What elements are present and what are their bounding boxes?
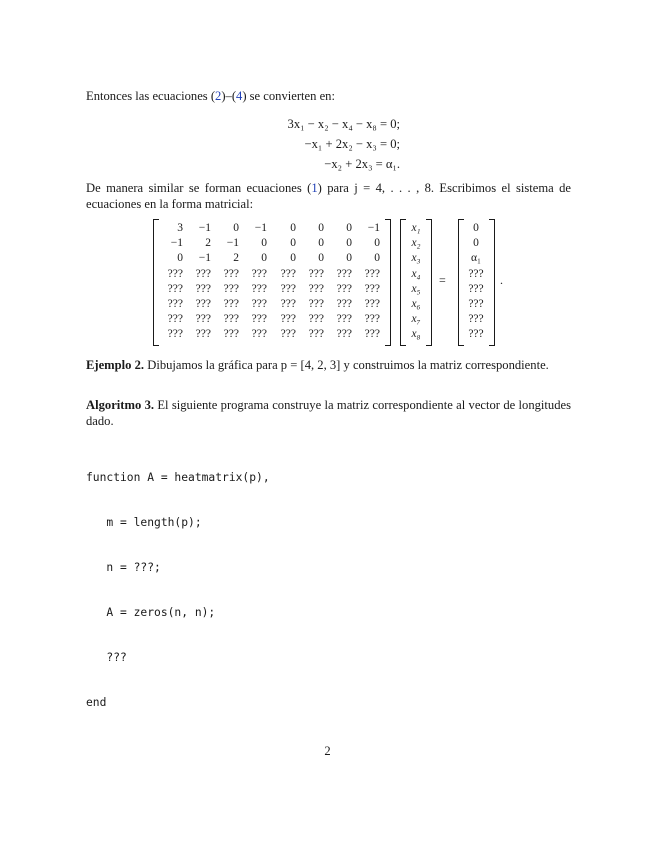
matrix-cell: ??? [280,282,296,295]
rhs-entry: 0 [473,222,479,234]
matrix-cell: 0 [261,237,267,250]
matrix-cell: ??? [364,328,380,341]
code-line: ??? [86,651,127,664]
matrix-cell: ??? [280,313,296,326]
matrix-cell: ??? [251,267,267,280]
matrix-cell: ??? [364,313,380,326]
example-paragraph [86,357,571,373]
matrix-cell: 0 [233,222,239,234]
matrix-cell: ??? [195,328,211,341]
code-line: function A = heatmatrix(p), [86,471,270,484]
matrix-cell: ??? [195,267,211,280]
matrix-cell: 3 [177,222,183,234]
equation-block [200,114,400,174]
rhs-entry: ??? [468,328,484,341]
matrix-cell: −1 [198,252,211,265]
equation-ref-1[interactable]: 1 [311,181,318,195]
algorithm-label: Algoritmo 3. [86,398,155,412]
trailing-period: . [500,273,503,287]
page-number: 2 [324,744,331,758]
intro-text-before: Entonces las ecuaciones ( [86,89,216,103]
matrix-cell: 0 [346,222,352,234]
similar-paragraph [86,180,571,213]
matrix-cell: ??? [336,328,352,341]
rhs-entry: ??? [468,267,484,280]
matrix-cell: −1 [226,237,239,250]
rhs-entry: ??? [468,282,484,295]
matrix-cell: 0 [290,222,296,234]
matrix-cell: ??? [280,328,296,341]
intro-text-middle: )–( [221,89,237,103]
matrix-cell: ??? [308,282,324,295]
intro-paragraph [86,88,571,104]
matrix-cell: ??? [336,298,352,310]
matrix-cell: 0 [318,252,324,265]
matrix-cell: ??? [336,267,352,280]
matrix-right-bracket [385,219,391,346]
matrix-cell: ??? [364,282,380,295]
intro-text-after: ) se convierten en: [242,89,335,103]
matrix-cell: 0 [346,252,352,265]
matrix-cell: ??? [223,328,239,341]
matrix-cell: ??? [280,267,296,280]
vector-entry: x₃ [411,252,421,265]
matrix-cell: 0 [261,252,267,265]
equation-line: 3x₁ − x₂ − x₄ − x₈ = 0; [287,117,400,131]
matrix-cell: 0 [290,252,296,265]
rhs-entry: ??? [468,313,484,326]
matrix-cell: ??? [251,313,267,326]
matrix-cell: ??? [195,298,211,310]
rhs-entry: 0 [473,237,479,250]
rhs-entry: α₁ [470,252,482,265]
matrix-cell: ??? [336,282,352,295]
example-label: Ejemplo 2. [86,358,145,372]
matrix-cell: 0 [177,252,183,265]
matrix-cell: ??? [167,328,183,341]
code-line: end [86,696,107,709]
code-line: n = ???; [86,561,161,574]
matrix-cell: ??? [364,298,380,310]
vector-entry: x₈ [411,328,421,341]
rhs-entry: ??? [468,298,484,310]
matrix-cell: −1 [367,222,380,234]
matrix-cell: ??? [308,267,324,280]
matrix-cell: 0 [318,222,324,234]
matrix-cell: ??? [336,313,352,326]
matrix-cell: ??? [223,282,239,295]
matrix-cell: ??? [167,298,183,310]
matrix-cell: ??? [280,298,296,310]
vector-entry: x₇ [411,313,421,326]
matrix-cell: 0 [374,252,380,265]
matrix-cell: ??? [308,313,324,326]
similar-text-before: De manera similar se forman ecuaciones ( [86,181,312,195]
code-line: A = zeros(n, n); [86,606,216,619]
matrix-cell: 2 [233,252,239,265]
vector-entry: x₁ [411,222,421,234]
example-text: Dibujamos la gráfica para p = [4, 2, 3] y construimos la matriz correspondiente. [144,358,549,372]
matrix-cell: −1 [254,222,267,234]
vector-entry: x₂ [411,237,421,250]
equation-ref-4[interactable]: 4 [236,89,243,103]
matrix-cell: ??? [167,313,183,326]
matrix-cell: −1 [170,237,183,250]
matrix-cell: −1 [198,222,211,234]
matrix-cell: ??? [223,298,239,310]
matrix-cell: ??? [223,313,239,326]
matrix-cell: 0 [318,237,324,250]
code-line: m = length(p); [86,516,202,529]
matrix-cell: ??? [195,313,211,326]
matrix-cell: ??? [308,298,324,310]
vector-entry: x₆ [411,298,421,310]
matrix-cell: ??? [223,267,239,280]
equals-sign: = [439,273,446,287]
matrix-cell: ??? [364,267,380,280]
equation-ref-2[interactable]: 2 [215,89,222,103]
algorithm-text: El siguiente programa construye la matriz correspondiente al vector de longitudes dado. [86,398,571,429]
matrix-cell: 0 [374,237,380,250]
matrix-cell: ??? [195,282,211,295]
matrix-cell: 0 [346,237,352,250]
matrix-cell: ??? [167,267,183,280]
vector-entry: x₄ [411,267,421,280]
matrix-cell: ??? [308,328,324,341]
algorithm-paragraph [86,397,571,430]
similar-text-after: ) para j = 4, . . . , 8. Escribimos el sistema de ecuaciones en la forma matricial: [86,181,571,212]
matrix-cell: ??? [251,328,267,341]
equation-line: −x₁ + 2x₂ − x₃ = 0; [304,137,400,151]
matrix-cell: ??? [251,282,267,295]
matrix-cell: 0 [290,237,296,250]
vector-entry: x₅ [411,282,421,295]
matrix-cell: ??? [251,298,267,310]
matrix-cell: ??? [167,282,183,295]
code-listing [86,440,270,740]
matrix-cell: 2 [205,237,211,250]
equation-line: −x₂ + 2x₃ = α₁. [324,157,400,171]
